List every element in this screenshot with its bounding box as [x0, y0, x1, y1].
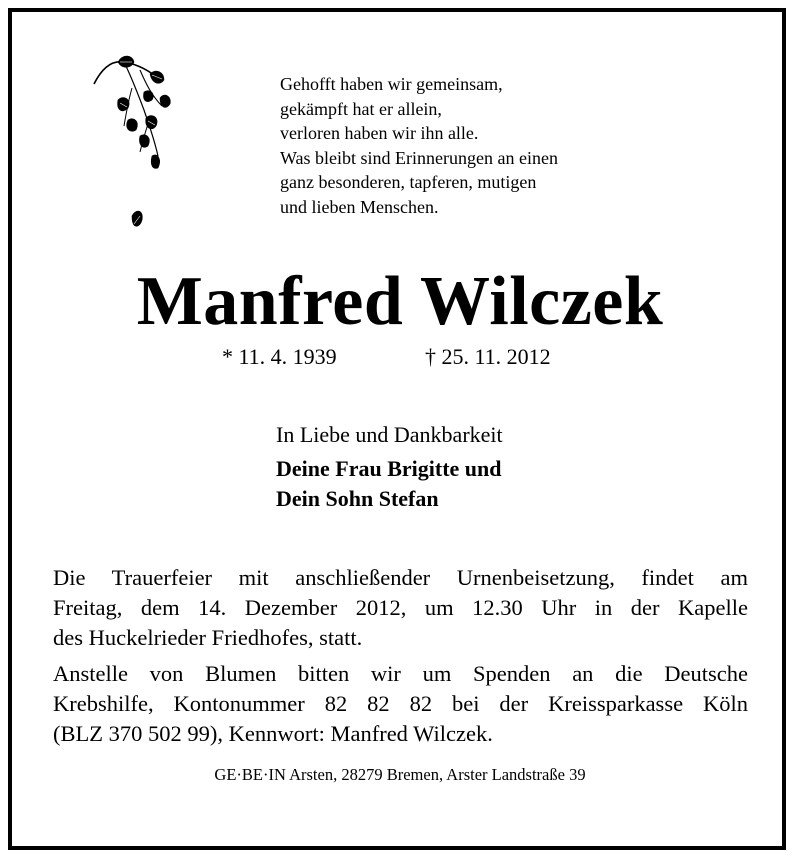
- mourners-intro: In Liebe und Dankbarkeit: [276, 422, 503, 447]
- deceased-name: Manfred Wilczek: [136, 263, 664, 340]
- death-date: † 25. 11. 2012: [425, 344, 551, 369]
- donation-line: (BLZ 370 502 99), Kennwort: Manfred Wilczek.: [53, 721, 493, 746]
- poem-line: verloren haben wir ihn alle.: [280, 123, 479, 143]
- ceremony-paragraph: [53, 563, 748, 653]
- birth-date: * 11. 4. 1939: [222, 344, 337, 369]
- poem-line: gekämpft hat er allein,: [280, 98, 442, 119]
- donation-line: Anstelle von Blumen bitten wir um Spenden an die Deutsche: [53, 661, 748, 686]
- poem: [280, 72, 680, 219]
- funeral-home-footer: GE·BE·IN Arsten, 28279 Bremen, Arster Landstraße 39: [214, 765, 586, 784]
- mourner-line: Deine Frau Brigitte und: [276, 456, 502, 481]
- branch-with-leaves-icon: [88, 48, 188, 248]
- poem-line: und lieben Menschen.: [280, 196, 439, 217]
- donation-line: Krebshilfe, Kontonummer 82 82 82 bei der Kreissparkasse Köln: [53, 691, 748, 716]
- donation-paragraph: [53, 659, 748, 749]
- ceremony-line: Freitag, dem 14. Dezember 2012, um 12.30 Uhr in der Kapelle: [53, 595, 748, 620]
- mourner-line: Dein Sohn Stefan: [276, 486, 439, 511]
- poem-line: ganz besonderen, tapferen, mutigen: [280, 172, 537, 192]
- poem-line: Was bleibt sind Erinnerungen an einen: [280, 147, 558, 168]
- ceremony-line: des Huckelrieder Friedhofes, statt.: [53, 625, 363, 650]
- mourners-list: [276, 454, 502, 514]
- ceremony-line: Die Trauerfeier mit anschließender Urnenbeisetzung, findet am: [53, 565, 748, 590]
- poem-line: Gehofft haben wir gemeinsam,: [280, 74, 503, 94]
